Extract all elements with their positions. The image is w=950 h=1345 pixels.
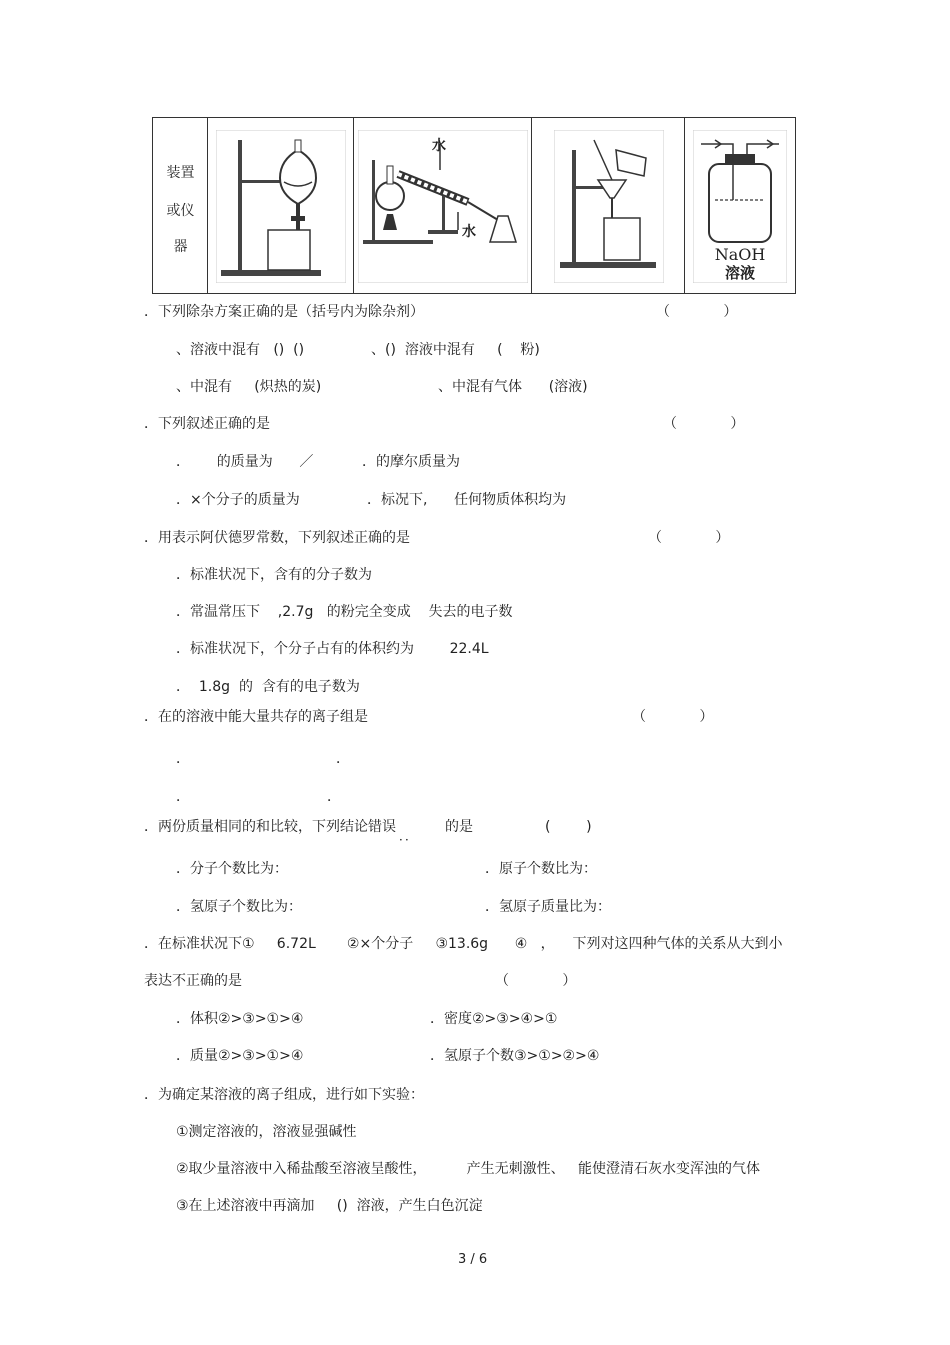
q3-answer-bracket: （ ） bbox=[648, 530, 730, 546]
q5-stem: ．两份质量相同的和比较，下列结论错误 bbox=[144, 819, 396, 835]
distillation-icon bbox=[358, 130, 528, 283]
q3-stem: ．用表示阿伏德罗常数，下列叙述正确的是 bbox=[144, 530, 410, 546]
q6-option-d: ．氢原子个数③>①>②>④ bbox=[430, 1048, 600, 1064]
gas-wash-cell bbox=[685, 118, 795, 293]
naoh-label-1: NaOH bbox=[714, 245, 766, 264]
gas-wash-bottle-icon bbox=[693, 130, 787, 283]
q1-option-a: 、溶液中混有 () () bbox=[176, 342, 305, 358]
q7-step-2: ②取少量溶液中入稀盐酸至溶液呈酸性， 产生无刺激性、 能使澄清石灰水变浑浊的气体 bbox=[176, 1161, 760, 1177]
q1-option-d: 、中混有气体 (溶液) bbox=[438, 379, 588, 395]
q3-option-b: ．常温常压下 ,2.7g 的粉完全变成 失去的电子数 bbox=[176, 604, 513, 620]
header-line-2: 或仪 bbox=[166, 203, 195, 219]
q2-option-c: ．×个分子的质量为 bbox=[176, 492, 300, 508]
distillation-cell bbox=[354, 118, 532, 293]
q6-option-a: ．体积②>③>①>④ bbox=[176, 1011, 304, 1027]
header-line-1: 装置 bbox=[166, 165, 195, 181]
q4-option-a: ． bbox=[176, 751, 190, 767]
q6-option-c: ．质量②>③>①>④ bbox=[176, 1048, 304, 1064]
page-number: 3 / 6 bbox=[458, 1252, 488, 1267]
q2-option-d: ．标况下, 任何物质体积均为 bbox=[367, 492, 567, 508]
q1-answer-bracket: （ ） bbox=[656, 304, 738, 320]
water-label-top: 水 bbox=[432, 138, 446, 154]
apparatus-table bbox=[152, 117, 796, 294]
water-label-bottom: 水 bbox=[462, 224, 476, 240]
q5-stem-tail: 的是 bbox=[445, 819, 473, 835]
q4-option-b: ． bbox=[336, 751, 350, 767]
q2-stem: ．下列叙述正确的是 bbox=[144, 416, 270, 432]
header-cell bbox=[153, 118, 208, 293]
q1-option-b: 、() 溶液中混有 ( 粉) bbox=[371, 342, 540, 358]
q6-stem: ．在标准状况下① 6.72L ②×个分子 ③13.6g ④ ， 下列对这四种气体的关系从大到小 bbox=[144, 936, 783, 952]
naoh-label-2: 溶液 bbox=[724, 264, 756, 282]
filtration-icon bbox=[554, 130, 664, 283]
q4-option-c: ． bbox=[176, 789, 190, 805]
q6-stem-2: 表达不正确的是 bbox=[144, 973, 242, 989]
filtration-cell bbox=[532, 118, 685, 293]
q3-option-d: ． 1.8g 的 含有的电子数为 bbox=[176, 679, 360, 695]
q6-answer-bracket: （ ） bbox=[495, 973, 577, 989]
q5-option-d: ．氢原子质量比为： bbox=[485, 899, 611, 915]
q2-option-a: ． 的质量为 ／ bbox=[176, 454, 314, 470]
separatory-funnel-icon bbox=[216, 130, 346, 283]
q1-stem: ．下列除杂方案正确的是（括号内为除杂剂） bbox=[144, 304, 424, 320]
q3-option-c: ．标准状况下，个分子占有的体积约为 22.4L bbox=[176, 641, 489, 657]
q2-answer-bracket: （ ） bbox=[663, 416, 745, 432]
q6-option-b: ．密度②>③>④>① bbox=[430, 1011, 558, 1027]
q2-option-b: ．的摩尔质量为 bbox=[362, 454, 460, 470]
q5-emphasis-dots: ．． bbox=[399, 829, 418, 843]
q4-stem: ．在的溶液中能大量共存的离子组是 bbox=[144, 709, 368, 725]
q5-option-b: ．原子个数比为： bbox=[485, 861, 597, 877]
header-line-3: 器 bbox=[173, 239, 188, 255]
q4-answer-bracket: （ ） bbox=[632, 709, 714, 725]
q5-answer-bracket: ( ) bbox=[545, 819, 592, 835]
separatory-funnel-cell bbox=[208, 118, 354, 293]
q3-option-a: ．标准状况下，含有的分子数为 bbox=[176, 567, 372, 583]
q4-option-d: ． bbox=[327, 789, 341, 805]
q7-stem: ．为确定某溶液的离子组成，进行如下实验： bbox=[144, 1087, 424, 1103]
q5-option-a: ．分子个数比为： bbox=[176, 861, 288, 877]
q1-option-c: 、中混有 (炽热的炭) bbox=[176, 379, 322, 395]
q7-step-1: ①测定溶液的，溶液显强碱性 bbox=[176, 1124, 357, 1140]
q5-option-c: ．氢原子个数比为： bbox=[176, 899, 302, 915]
q7-step-3: ③在上述溶液中再滴加 () 溶液，产生白色沉淀 bbox=[176, 1198, 483, 1214]
